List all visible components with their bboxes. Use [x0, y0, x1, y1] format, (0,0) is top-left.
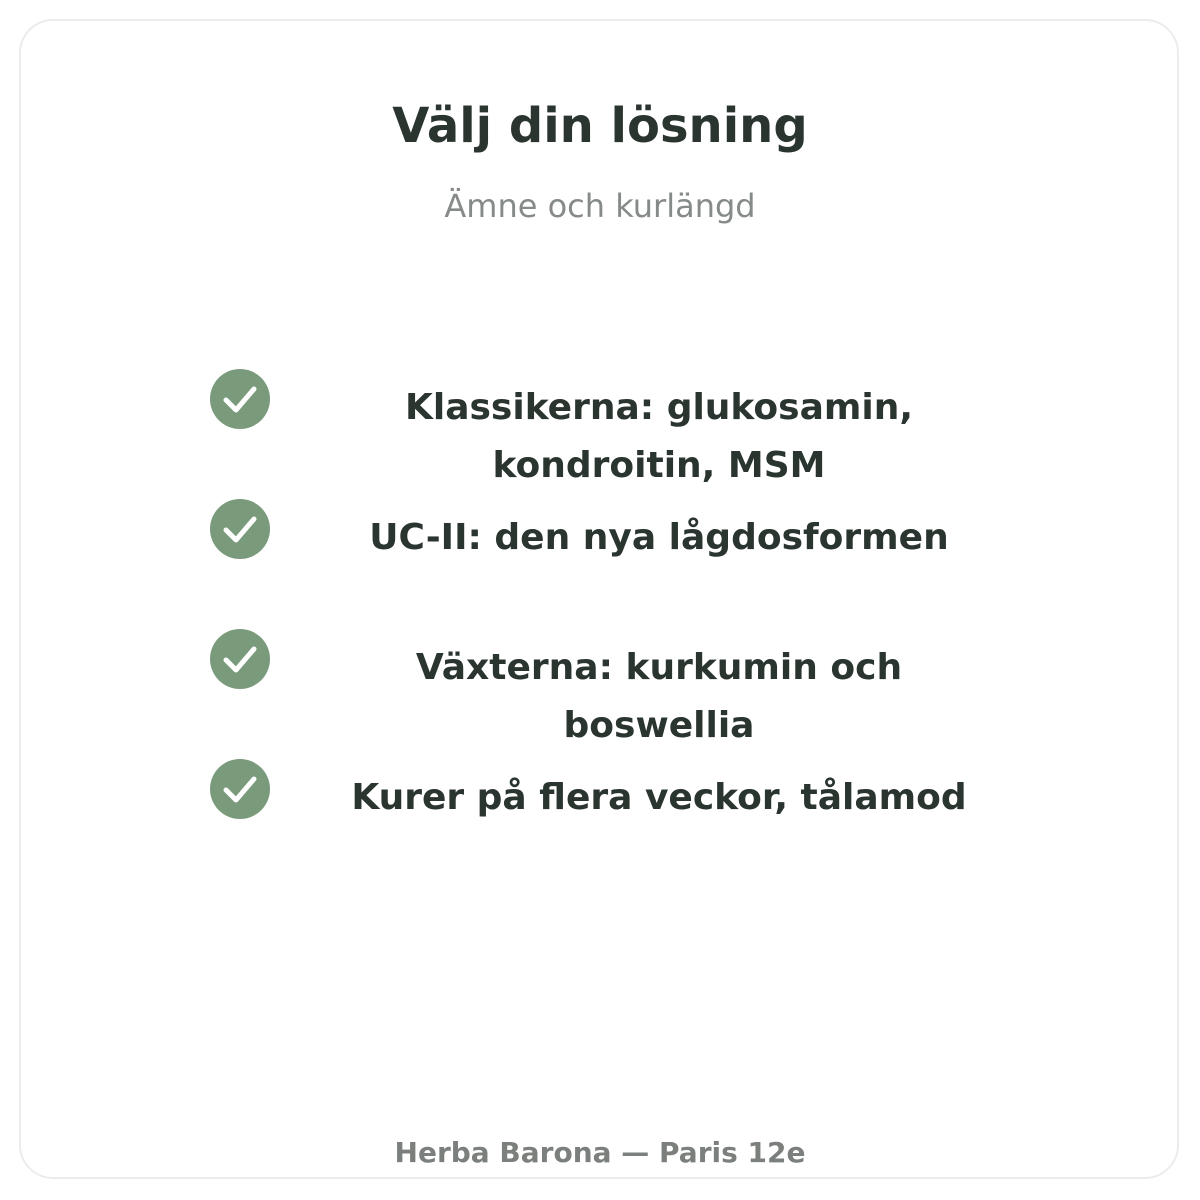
list-item-label: UC-II: den nya lågdosformen [369, 517, 949, 558]
list-item-label: Kurer på flera veckor, tålamod [351, 777, 967, 818]
page-title: Välj din lösning [392, 98, 808, 154]
check-circle-icon [209, 758, 271, 820]
page-subtitle: Ämne och kurlängd [444, 187, 756, 225]
check-circle-icon [209, 498, 271, 560]
footer-credit: Herba Barona — Paris 12e [394, 1136, 806, 1169]
check-circle-icon [209, 368, 271, 430]
check-circle-icon [209, 628, 271, 690]
list-item-label: Växterna: kurkumin och boswellia [415, 647, 903, 746]
list-item-label: Klassikerna: glukosamin, kondroitin, MSM [404, 387, 914, 486]
